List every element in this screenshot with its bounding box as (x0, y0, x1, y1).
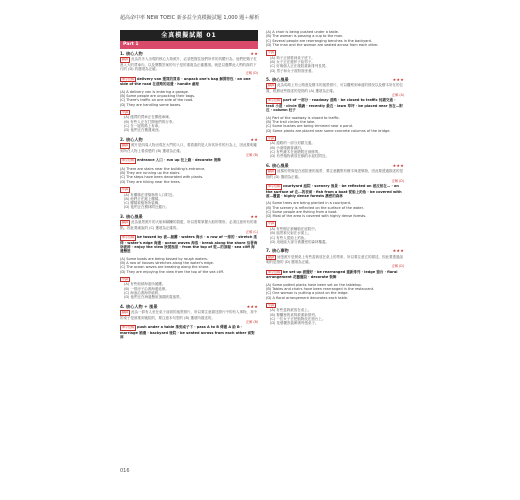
option-c: (C) One woman is putting a plant on the ledge. (266, 291, 349, 296)
difficulty-stars: ★★★ (392, 162, 404, 168)
vocab-text: entrance 入口 · run up 往上跑 · decorate 裝飾 (137, 158, 221, 163)
running-header: 超高命中率 NEW TOEIC 新多益全真模擬試題 1,000 題＋解析 (120, 15, 260, 21)
chinese-tag: 中譯 (268, 135, 275, 140)
answer-label: 正解 (B) (245, 152, 258, 157)
option-a: (A) Part of the roadway is closed to traffic. (266, 115, 340, 120)
difficulty-stars: ★★ (250, 213, 258, 219)
option-d: (D) They are enjoying the view from the top of the sea cliff. (120, 269, 225, 274)
cn-option-c: (C) 好幾個人正在後院重新排列長凳。 (270, 64, 329, 69)
cn-option-a: (A) 道路的一部分封鎖交通。 (270, 141, 315, 146)
option-d: (D) The man and the woman are seated across from each other. (266, 42, 379, 47)
cn-option-d: (D) 這地區大部分被濃密的森林覆蓋。 (270, 239, 330, 244)
chinese-tag: 中譯 (122, 186, 129, 191)
explanation-text: 此為一群有人坐在桌子前面的風景照片，所以要注意描述照片中的有人事物，其中的桌子是被推到後院的，要注意本句型的 (B) 選項所描述的。 (120, 309, 258, 320)
question-heading: 5. 核心風景 (266, 76, 289, 82)
option-c: (C) Several people are rearranging benches in the backyard. (266, 38, 372, 43)
translation-tag: 翻譯 (268, 168, 275, 173)
option-d: (D) They are hiking near the trees. (120, 179, 181, 184)
option-b: (B) The woman is passing a cup to the man. (266, 34, 344, 39)
explanation-text: 此為馬路上有公路進及樹木的風景照片，可以觀察到車道的情況以及樹木所在的位置，根據這些描述的是指的 (A) 選項為正確。 (266, 83, 404, 93)
option-a: (A) A chair is being pushed under a table. (266, 30, 339, 34)
cn-option-c: (C) 有些人從船上釣魚。 (270, 235, 308, 240)
cn-option-b: (B) 風景被反射在水面上。 (270, 231, 312, 236)
vocab-tag: 單字註解 (122, 158, 135, 163)
explanation-text: 此為許多人出現的核心人物照片，必須把握住他們所作的具體行為，他們把箱子扛進入大的貨車內，以及閱覽答案的句子是的重複為正確選項。就是以選擇此人們的真的下行的 (D) 的選項為正確。 (120, 57, 258, 72)
test-title: 全真模擬試題 01 (120, 30, 258, 41)
explanation-text: 照片是四周人物出現在大門的入口，要看重的是人所其所作的行為上，因此要明確到所在人物上看清楚的 (B) 選項為正確。 (120, 142, 258, 153)
vocab-tag: 單字註解 (268, 269, 281, 274)
answer-label: 正解 (B) (245, 319, 258, 324)
cn-option-a: (A) 有樓梯在建築物的入口附近。 (124, 192, 176, 197)
translation-tag: 翻譯 (268, 83, 275, 88)
right-column (266, 30, 404, 331)
cn-option-b: (B) 他們正在跑上樓梯。 (124, 196, 162, 201)
cn-option-d: (D) 他們正在海邊懸崖頂端欣賞風景。 (124, 295, 184, 300)
cn-option-c: (C) 一位女子正把植物放在窗台上。 (270, 317, 326, 321)
cn-option-c: (C) 有些灌木在池塘附近被修剪。 (270, 150, 322, 155)
cn-option-b: (B) 小道環繞著湖泊。 (270, 145, 305, 150)
option-b: (B) The scenery is reflected on the surface of the water. (266, 205, 364, 210)
vocab-text: push under a table 推到桌子下 · pass A to B 傳遞 A 給 B · marriage 婚禮 · backyard 後院 · be seated across from each other 面對面 (120, 325, 255, 339)
cn-option-a: (A) 有些船被海浪所拋擲。 (124, 282, 166, 287)
option-a: (A) Some potted plants have been set on the tabletop. (266, 282, 362, 287)
cn-option-b: (B) 女子正在遞杯子給男子。 (270, 60, 315, 65)
question-6 (266, 164, 404, 245)
cn-option-a: (A) 椅子正被推到桌子底下。 (270, 55, 315, 60)
option-c: (C) The steps have been decorated with plants. (120, 175, 204, 180)
option-b: (B) A row of houses stretches along the water's edge. (120, 260, 214, 265)
cn-option-c: (C) 在一邊的路上有車。 (124, 124, 162, 129)
question-heading: 4. 核心人物 + 風景 (120, 303, 158, 309)
cn-option-a: (A) 有些樹正被種植在庭院中。 (270, 227, 319, 232)
option-a: (A) Some boats are being tossed by rough waters. (120, 256, 209, 261)
option-a: (A) There are stairs near the building's entrance. (120, 166, 206, 171)
left-column (120, 30, 258, 344)
cn-option-d: (D) 花藝擺設裝飾著每張桌子。 (270, 321, 319, 326)
cn-option-b: (B) 餐廳裡的桌椅被重新排列。 (270, 312, 319, 317)
difficulty-stars: ★★★ (246, 303, 258, 309)
option-b: (B) The trail circles the lake. (266, 119, 316, 124)
answer-label: 正解 (D) (245, 71, 258, 76)
difficulty-stars: ★★★ (392, 76, 404, 82)
cn-option-d: (D) 有些植物被放在橋的水泥柱附近。 (270, 154, 330, 159)
vocab-text: be tossed by 被…拋擲 · waters 海水 · a row of 一排的 · stretch 延伸 · water's edge 海邊 · ocean waves 海浪 · break along the shore 沿著海岸破碎 · enjoy the view 欣賞風景 · from the top of 從…的頂端 · sea cliff 海邊懸崖 (120, 235, 258, 254)
chinese-tag: 中譯 (268, 302, 275, 307)
option-d: (D) A floral arrangement decorates each table. (266, 295, 349, 300)
option-b: (B) Some people are unpacking their bags. (120, 93, 196, 98)
answer-label: 正解 (A) (391, 93, 404, 98)
option-c: (C) There's traffic on one side of the road. (120, 98, 194, 103)
option-d: (D) They are handling some boxes. (120, 102, 182, 107)
option-d: (D) Some plants are placed near some concrete columns of the bridge. (266, 128, 391, 133)
vocab-text: courtyard 庭院 · scenery 風景 · be reflected on 被反射在… · on the surface of 在…的表面 · fish from a boat 從船上釣魚 · be covered with 被…覆蓋 · highly dense forests 濃密的森林 (266, 184, 402, 198)
question-heading: 2. 核心人物 (120, 136, 143, 142)
chinese-tag: 中譯 (122, 276, 129, 281)
difficulty-stars: ★★ (250, 51, 258, 56)
question-3 (120, 215, 258, 300)
question-5 (266, 78, 404, 159)
translation-tag: 翻譯 (268, 254, 275, 259)
cn-option-c: (C) 海浪沿著海岸破碎。 (124, 291, 162, 296)
translation-tag: 翻譯 (122, 219, 129, 224)
question-4-continued (266, 30, 404, 73)
option-c: (C) Some people are fishing from a boat. (266, 209, 338, 214)
translation-tag: 翻譯 (122, 57, 129, 62)
question-2 (120, 138, 258, 210)
question-heading: 3. 核心風景 (120, 213, 143, 219)
question-1 (120, 52, 258, 133)
explanation-text: 這張照片是餐桌上有些盆栽放在桌上的景象，所以要注意它的描述，因此要透過說明的是指的 (D) 選項為正確。 (266, 254, 404, 265)
chinese-tag: 中譯 (268, 50, 275, 55)
cn-option-b: (B) 一排房子沿著海邊延伸。 (124, 286, 169, 291)
chinese-tag: 中譯 (268, 221, 275, 226)
cn-option-c: (C) 樓梯被植物所裝飾。 (124, 201, 162, 206)
option-b: (B) Tables and chairs have been rearranged in the restaurant. (266, 286, 375, 291)
vocab-tag: 單字註解 (268, 184, 281, 189)
option-c: (C) The ocean waves are breaking along the shore. (120, 265, 210, 270)
answer-label: 正解 (D) (391, 264, 404, 269)
vocab-tag: 單字註解 (122, 76, 135, 81)
cn-option-d: (D) 男子和女子面對面坐著。 (270, 68, 316, 73)
difficulty-stars: ★★ (250, 136, 258, 142)
vocab-tag: 單字註解 (122, 325, 135, 330)
page-number: 016 (120, 468, 130, 474)
explanation-text: 此為風景照片的大船和翻騰的碧藍，所以需要掌握大船的情形，必須注意所有的重點。因此要細說的 (C) 選項為正確的。 (120, 219, 258, 230)
option-b: (B) They are running up the stairs. (120, 171, 181, 176)
cn-option-a: (A) 有些盆栽被放在桌上。 (270, 308, 312, 313)
explanation-text: 這樣的景像是在庭院裡的風景，要注意觀察有樹木與建築物，因此要透過描述的是指的 (D) 選項為正確。 (266, 168, 404, 179)
part-label: Part 1 (120, 41, 258, 49)
vocab-text: delivery van 運貨的貨車 · unpack one's bag 解開背包 · on one side of the road 在道路的這邊 · handle 處理 (120, 76, 251, 87)
cn-option-a: (A) 運貨的貨車正在開進車庫。 (124, 115, 173, 120)
difficulty-stars: ★★★ (392, 248, 404, 254)
option-a: (A) Some trees are being planted in a courtyard. (266, 201, 351, 206)
answer-label: 正解 (C) (245, 229, 258, 234)
vocab-tag: 單字註解 (122, 235, 135, 240)
answer-label: 正解 (D) (391, 178, 404, 183)
question-7 (266, 249, 404, 325)
chinese-tag: 中譯 (122, 109, 129, 114)
option-d: (D) Most of the area is covered with highly dense forests. (266, 214, 367, 219)
cn-option-d: (D) 他們正在樹林附近健行。 (124, 205, 170, 210)
question-heading: 6. 核心風景 (266, 162, 289, 168)
vocab-text: be set up 被擺好 · be rearranged 重新排列 · ledge 窗台 · floral arrangement 花藝擺設 · decorate 裝飾 (266, 269, 398, 280)
translation-tag: 翻譯 (122, 142, 129, 147)
cn-option-b: (B) 有些人正在打開他們的行李。 (124, 119, 176, 124)
translation-tag: 翻譯 (122, 309, 129, 314)
question-heading: 1. 核心人物 (120, 51, 143, 56)
vocab-text: part of 一部分 · roadway 道路 · be closed to traffic 封鎖交通 · trail 小道 · circle 環繞 · recently 最近 · lawn 草坪 · be placed near 放在…附近 · column 柱子 (266, 98, 403, 113)
question-heading: 7. 核心事物 (266, 248, 289, 254)
vocab-tag: 單字註解 (268, 98, 281, 103)
option-c: (C) Some bushes are being trimmed near a pond. (266, 124, 353, 129)
question-4 (120, 305, 258, 340)
option-a: (A) A delivery van is entering a garage. (120, 89, 189, 94)
cn-option-d: (D) 他們正在搬運東西。 (124, 128, 163, 133)
